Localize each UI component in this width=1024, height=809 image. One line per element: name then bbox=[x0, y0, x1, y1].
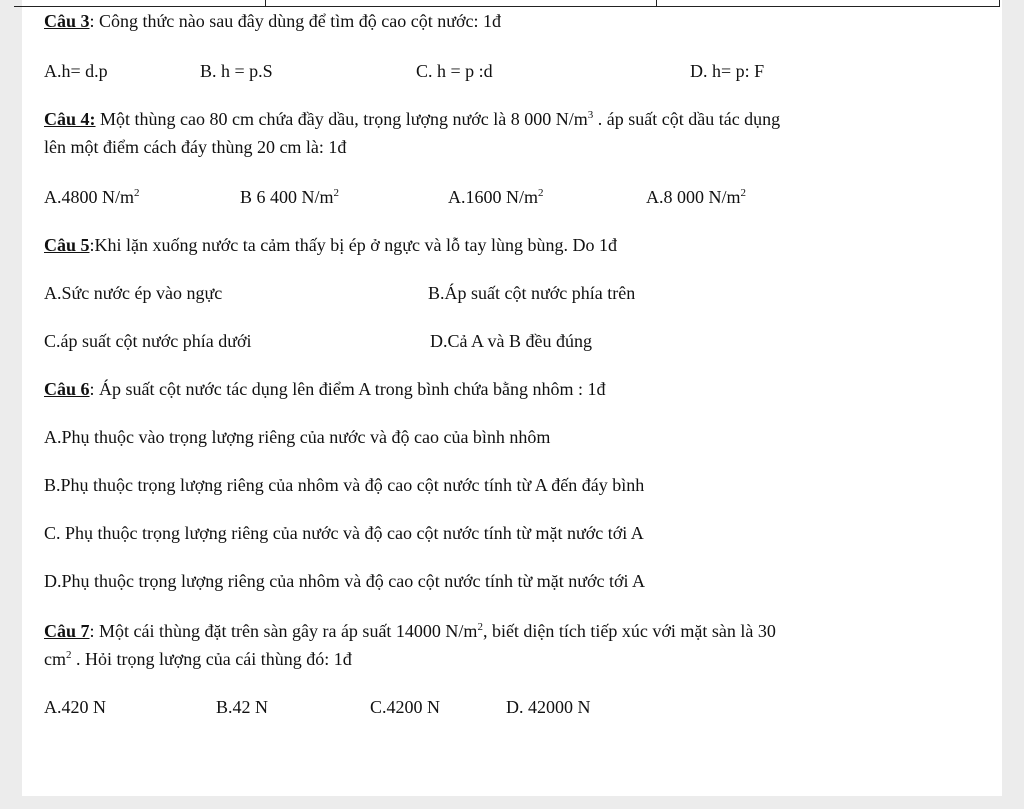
table-cell-divider bbox=[265, 0, 266, 6]
superscript: 2 bbox=[538, 187, 544, 199]
question-4-text: Một thùng cao 80 cm chứa đầy dầu, trọng lượng nước là 8 000 N/m bbox=[95, 109, 588, 129]
superscript: 2 bbox=[134, 187, 140, 199]
question-7-text: : Một cái thùng đặt trên sàn gây ra áp suất 14000 N/m bbox=[89, 621, 478, 641]
q7-option-a: A.420 N bbox=[44, 697, 106, 717]
table-cell-divider bbox=[656, 0, 657, 6]
q5-option-b: B.Áp suất cột nước phía trên bbox=[428, 283, 636, 303]
option-text: A.1600 N/m bbox=[448, 187, 538, 207]
question-7-line1 bbox=[44, 620, 776, 642]
q5-option-d: D.Cả A và B đều đúng bbox=[430, 331, 592, 351]
question-5-label: Câu 5 bbox=[44, 235, 90, 255]
question-7-label: Câu 7 bbox=[44, 621, 90, 641]
question-4-label: Câu 4: bbox=[44, 109, 96, 129]
option-text: A.4800 N/m bbox=[44, 187, 134, 207]
q3-option-a: A.h= d.p bbox=[44, 61, 108, 81]
question-5 bbox=[44, 234, 617, 256]
question-6-text: : Áp suất cột nước tác dụng lên điểm A trong bình chứa bằng nhôm : 1đ bbox=[89, 379, 606, 399]
question-7-text-cont: , biết diện tích tiếp xúc với mặt sàn là 30 bbox=[482, 621, 776, 641]
q6-option-b: B.Phụ thuộc trọng lượng riêng của nhôm và độ cao cột nước tính từ A đến đáy bình bbox=[44, 475, 645, 495]
q5-option-c: C.áp suất cột nước phía dưới bbox=[44, 331, 252, 351]
q3-option-c: C. h = p :d bbox=[416, 61, 493, 81]
question-7-text-cont: . Hỏi trọng lượng của cái thùng đó: 1đ bbox=[71, 649, 352, 669]
q4-option-d bbox=[646, 186, 746, 208]
q6-option-a: A.Phụ thuộc vào trọng lượng riêng của nước và độ cao của bình nhôm bbox=[44, 427, 551, 447]
superscript: 2 bbox=[477, 621, 483, 633]
unit-text: cm bbox=[44, 649, 66, 669]
superscript: 3 bbox=[587, 109, 594, 121]
q4-option-c bbox=[448, 186, 544, 208]
q6-option-d: D.Phụ thuộc trọng lượng riêng của nhôm và độ cao cột nước tính từ mặt nước tới A bbox=[44, 571, 645, 591]
question-7-line2 bbox=[44, 648, 352, 670]
option-text: A.8 000 N/m bbox=[646, 187, 741, 207]
question-6-label: Câu 6 bbox=[44, 379, 90, 399]
question-4-line1 bbox=[44, 108, 780, 130]
superscript: 2 bbox=[66, 649, 72, 661]
q4-option-a bbox=[44, 186, 140, 208]
question-3 bbox=[44, 10, 501, 32]
q6-option-c: C. Phụ thuộc trọng lượng riêng của nước và độ cao cột nước tính từ mặt nước tới A bbox=[44, 523, 644, 543]
q5-option-a: A.Sức nước ép vào ngực bbox=[44, 283, 223, 303]
q3-option-b: B. h = p.S bbox=[200, 61, 273, 81]
table-bottom-border bbox=[14, 6, 1000, 7]
option-text: B 6 400 N/m bbox=[240, 187, 334, 207]
table-cell-divider bbox=[999, 0, 1000, 6]
q7-option-d: D. 42000 N bbox=[506, 697, 591, 717]
question-6 bbox=[44, 378, 605, 400]
question-3-label: Câu 3 bbox=[44, 11, 90, 31]
superscript: 2 bbox=[333, 187, 340, 199]
question-3-text: : Công thức nào sau đây dùng để tìm độ cao cột nước: 1đ bbox=[89, 11, 501, 31]
q7-option-b: B.42 N bbox=[216, 697, 269, 717]
question-4-text-cont: . áp suất cột dầu tác dụng bbox=[593, 109, 781, 129]
q3-option-d: D. h= p: F bbox=[690, 61, 765, 81]
question-4-line2: lên một điểm cách đáy thùng 20 cm là: 1đ bbox=[44, 137, 347, 157]
q4-option-b bbox=[240, 186, 339, 208]
q7-option-c: C.4200 N bbox=[370, 697, 441, 717]
question-5-text: :Khi lặn xuống nước ta cảm thấy bị ép ở ngực và lỗ tay lùng bùng. Do 1đ bbox=[89, 235, 617, 255]
superscript: 2 bbox=[740, 187, 746, 199]
